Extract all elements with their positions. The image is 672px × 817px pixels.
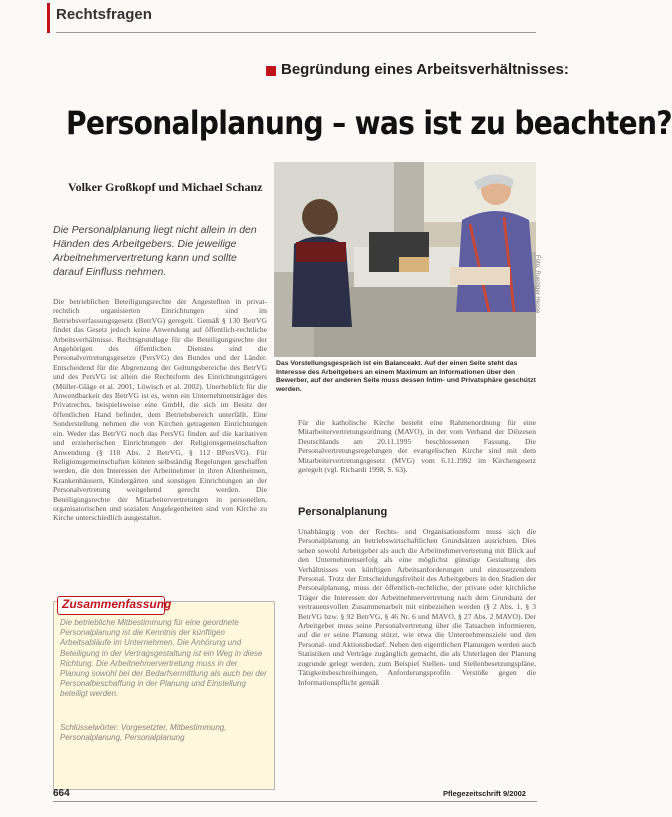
article-photo bbox=[274, 162, 536, 357]
summary-title: Zusammenfassung bbox=[62, 597, 172, 611]
authors: Volker Großkopf und Michael Schanz bbox=[68, 180, 263, 194]
section-accent-bar bbox=[47, 3, 50, 33]
body-column-left: Die betrieblichen Beteiligungsrechte der Angestellten in privat-rechtlich organisierten Einrichtungen sind im Betriebsverfassungsgesetz (BetrVG) geregelt. Gemäß § 130 BetrVG findet das Gesetz jedoch keine Anwendung auf öffentlich-rechtliche Arbeitsverhältnisse. Rechtsgrundlage für die Beteiligungsrechte der Angehörigen des öffentlichen Dienstes sind die Personalvertretungsgesetze (PersVG) des Bundes und der Länder. Entscheidend für die Abgrenzung der Geltungsbereiche des BetrVG und des PersVG ist allein die Rechtsform des Einrichtungsträgers (Müller-Gläge et al. 2001, Löwisch et al. 2002). Unerheblich für die Anwendbarkeit des BetrVG ist es, wenn ein Unternehmensträger des Privatrechts, beispielsweise eine GmbH, die sich im Besitz der öffentlichen Hand befindet, dem Betriebsbereich unterfällt. Eine Sonderstellung nehmen die von Kirchen getragenen Einrichtungen ein. Weder das BetrVG noch das PersVG finden auf die karitativen und erzieherischen Einrichtungen der Religionsgemeinschaften Anwendung (§ 118 Abs. 2 BetrVG, § 112 BPersVG). Für Religionsgemeinschaften können selbständig Regelungen geschaffen werden, die den Interessen der Arbeitnehmer in ihren Altenheimen, Krankenhäusern, Kindergärten und sonstigen Einrichtungen an der Personalvertretung weitgehend gerecht werden. Die Beteiligungsrechte der Mitarbeitervertretungen in personellen, organisatorischen und sozialen Angelegenheiten sind von Kirche zu Kirche unterschiedlich ausgestaltet. bbox=[53, 297, 267, 523]
subheading: Personalplanung bbox=[298, 506, 388, 518]
section-divider bbox=[56, 32, 536, 33]
intro-text: Die Personalplanung liegt nicht allein in den Händen des Arbeitgebers. Die jeweilige Arbeitnehmervertretung kann und sollte darauf Einfluss nehmen. bbox=[53, 224, 257, 278]
photo-caption: Das Vorstellungsgespräch ist ein Balanceakt. Auf der einen Seite steht das Interesse des Arbeitgebers an einem Maximum an Informationen über den Bewerber, auf der anderen Seite muss dessen Intim- und Privatsphäre geschützt werden. bbox=[276, 360, 536, 393]
photo-credit: Foto: Ruediger Hesse bbox=[534, 255, 540, 314]
page-number: 664 bbox=[53, 788, 70, 799]
journal-reference: Pflegezeitschrift 9/2002 bbox=[443, 789, 526, 798]
kicker-bullet-icon bbox=[266, 66, 276, 76]
footer-divider bbox=[53, 801, 537, 802]
summary-text: Die betriebliche Mitbestimmung für eine geordnete Personalplanung ist die Kenntnis der künftigen Arbeitsabläufe im Unternehmen. Die Anhörung und Beteiligung in der Vertragsgestaltung ist ein Weg in diese Richtung. Die Arbeitnehmervertretung muss in der Planung sowohl bei der Bedarfsermittlung als auch bei der Personalbeschaffung in der Planung und Einstellung beteiligt werden. bbox=[60, 618, 267, 699]
body-column-right: Unabhängig von der Rechts- und Organisationsform muss sich die Personalplanung an betriebswirtschaftlichen Grundsätzen ausrichten. Dies sehen sowohl Arbeitgeber als auch die Arbeitnehmervertretung mit Blick auf den Unternehmenserfolg als eine möglichst günstige Gestaltung des Verhältnisses von künftigen Arbeitsanforderungen und einzusetzendem Personal. Trotz der Entscheidungsfreiheit des Arbeitgebers in den Stadien der Personalplanung, muss der öffentlich-rechtliche, der private oder kirchliche Träger die Interessen der Arbeitnehmervertretung nach dem Grundsatz der vertrauensvollen Zusammenarbeit mit einbeziehen werden (§ 2 Abs. 1, § 3 BetrVG bzw. § 92 BetrVG, § 46 Nr. 6 und MAVO, § 27 Abs. 2 MAVO). Der Arbeitgeber muss seine Personalvertretung über die Tatsachen informieren, auf die er seine Planung stützt, wie etwa die Unternehmensziele und den Personal- und Aktionsbedarf. Neben den eigentlichen Planungen werden auch Statistiken und Verträge zugänglich gemacht, die als Unterlagen der Planung zugrunde gelegt werden, zum Beispiel Stellen- und Stellenbesetzungspläne, Tätigkeitsbeschreibungen, Anforderungsprofile. Verstöße gegen die Informationspflicht gemäß bbox=[298, 527, 536, 687]
body-column-right-top: Für die katholische Kirche besteht eine Rahmenordnung für eine Mitarbeitervertretungsordnung (MAVO), in der vom Verband der Diözesen Deutschlands am 20.11.1995 beschlossenen Fassung. Die Personalvertretungsregelungen der evangelischen Kirche sind mit dem Mitarbeitervertretungsgesetz (MVG) vom 6.11.1992 im Kirchengesetz geregelt (vgl. Richardi 1998, S. 63). bbox=[298, 418, 536, 475]
kicker: Begründung eines Arbeitsverhältnisses: bbox=[281, 61, 569, 78]
interview-scene-image bbox=[274, 162, 536, 357]
headline: Personalplanung – was ist zu beachten? bbox=[66, 104, 672, 142]
section-label: Rechtsfragen bbox=[56, 6, 152, 23]
summary-keywords: Schlüsselwörter: Vorgesetzter, Mitbestimmung, Personalplanung, Personalplanung bbox=[60, 723, 227, 743]
